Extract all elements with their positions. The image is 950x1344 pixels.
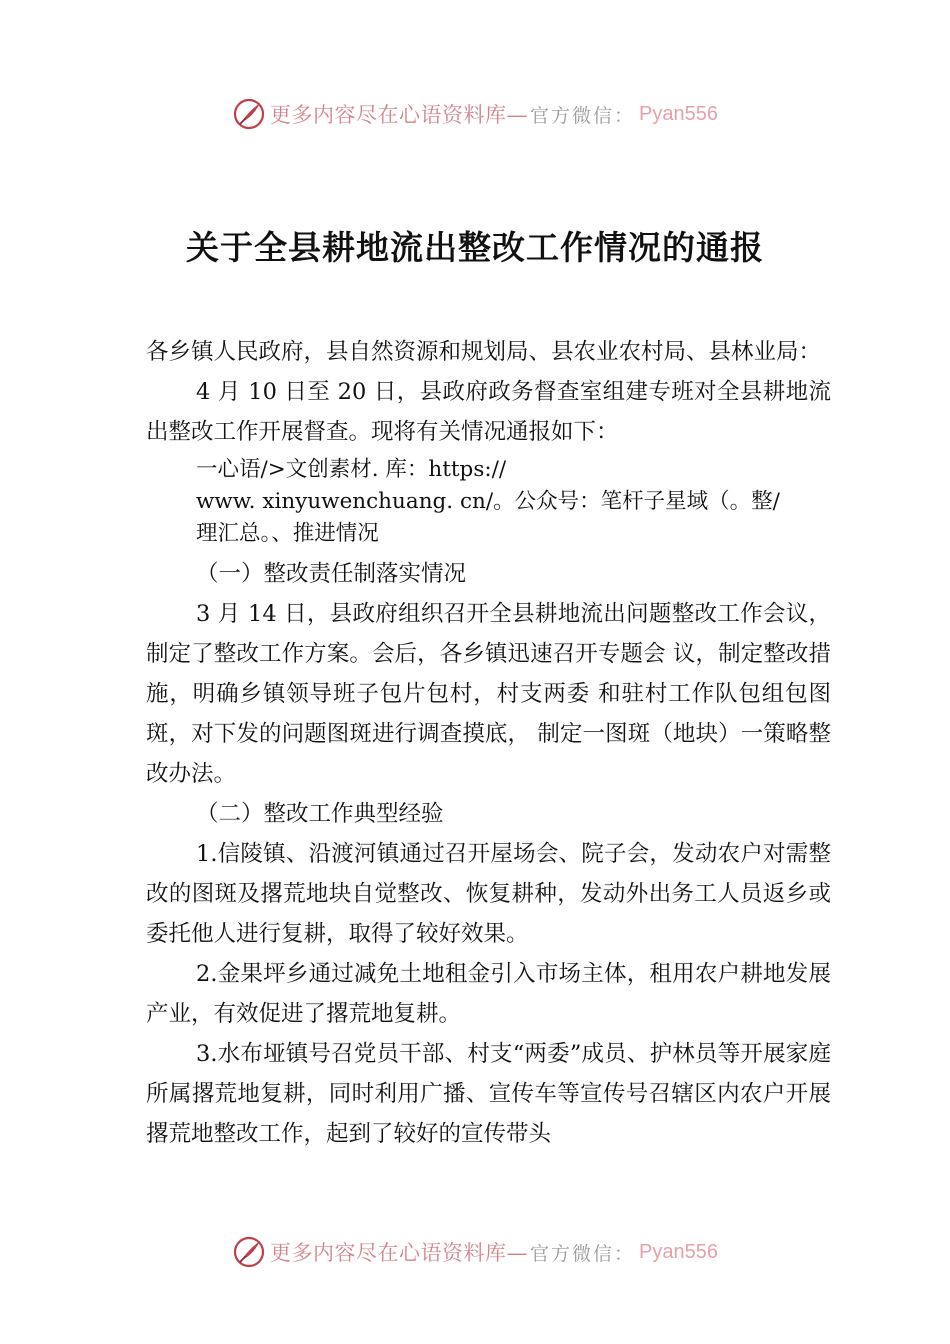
banner-wechat-label: 官方微信： bbox=[530, 1242, 636, 1265]
list-item: 2.金果坪乡通过减免土地租金引入市场主体，租用农户耕地发展产业，有效促进了撂荒地复耕。 bbox=[146, 961, 831, 1027]
section1-heading: （一）整改责任制落实情况 bbox=[196, 561, 467, 587]
banner-wechat-id: Pyan556 bbox=[639, 1240, 718, 1263]
feather-logo-icon bbox=[232, 1235, 266, 1269]
document-title: 关于全县耕地流出整改工作情况的通报 bbox=[186, 228, 764, 267]
header-banner bbox=[0, 94, 950, 134]
banner-wechat-label: 官方微信： bbox=[530, 104, 636, 127]
section1-body: 3 月 14 日，县政府组织召开全县耕地流出问题整改工作会议，制定了整改工作方案。会后，各乡镇迅速召开专题会 议，制定整改措施，明确乡镇领导班子包片包村，村支两委 和驻村工作队包组包图斑，对下发的问题图斑进行调查摸底， 制定一图斑（地块）一策略整改办法。 bbox=[146, 601, 831, 787]
section2-heading: （二）整改工作典型经验 bbox=[196, 801, 444, 827]
banner-text: 更多内容尽在心语资料库— bbox=[270, 103, 528, 127]
watermark-text-block bbox=[146, 454, 831, 550]
document-body bbox=[146, 332, 831, 1154]
watermark-line: 一心语/>文创素材. 库：https:// bbox=[196, 457, 507, 482]
banner-text: 更多内容尽在心语资料库— bbox=[270, 1241, 528, 1265]
banner-wechat-id: Pyan556 bbox=[639, 102, 718, 125]
watermark-line: 理汇总。、推进情况 bbox=[196, 521, 379, 546]
addressee: 各乡镇人民政府，县自然资源和规划局、县农业农村局、县林业局： bbox=[146, 339, 822, 365]
list-item: 3.水布垭镇号召党员干部、村支“两委”成员、护林员等开展家庭所属撂荒地复耕，同时利用广播、宣传车等宣传号召辖区内农户开展撂荒地整改工作，起到了较好的宣传带头 bbox=[146, 1041, 831, 1147]
watermark-line: www. xinyuwenchuang. cn/。公众号：笔杆子星域（。整/ bbox=[196, 489, 780, 514]
footer-banner bbox=[0, 1232, 950, 1272]
list-item: 1.信陵镇、沿渡河镇通过召开屋场会、院子会，发动农户对需整改的图斑及撂荒地块自觉整改、恢复耕种，发动外出务工人员返乡或委托他人进行复耕，取得了较好效果。 bbox=[146, 841, 831, 947]
intro-paragraph: 4 月 10 日至 20 日，县政府政务督查室组建专班对全县耕地流出整改工作开展督查。现将有关情况通报如下： bbox=[146, 379, 831, 445]
feather-logo-icon bbox=[232, 97, 266, 131]
